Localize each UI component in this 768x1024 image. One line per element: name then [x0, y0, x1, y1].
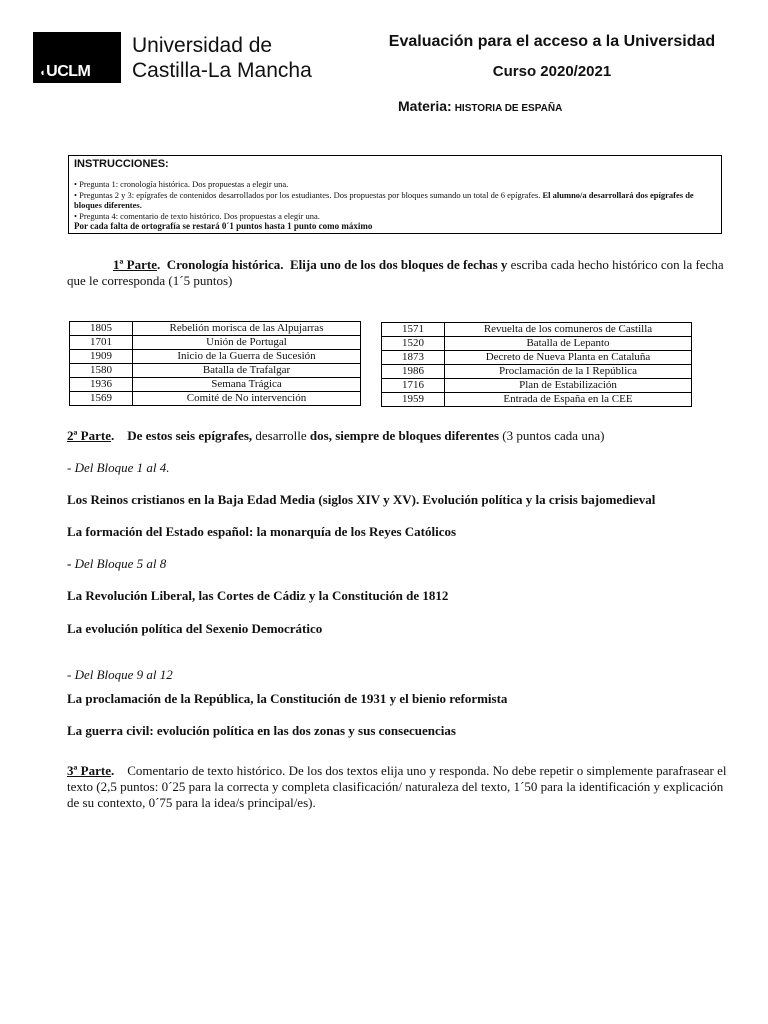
year-cell: 1580 [70, 364, 133, 378]
topic-6: La guerra civil: evolución política en las dos zonas y sus consecuencias [67, 723, 456, 738]
part1-title: Cronología histórica. [166, 257, 284, 272]
table-row [70, 322, 361, 336]
chronology-table-right [381, 322, 692, 407]
table-row [382, 379, 692, 393]
event-cell: Rebelión morisca de las Alpujarras [133, 322, 361, 336]
event-cell: Batalla de Trafalgar [133, 364, 361, 378]
logo-arc-icon: ◖ [39, 67, 46, 79]
uclm-logo [33, 32, 121, 83]
topic-2: La formación del Estado español: la monarquía de los Reyes Católicos [67, 524, 457, 539]
instruction-line-3: • Pregunta 4: comentario de texto histórico. Dos propuestas a elegir una. [74, 210, 320, 221]
part2-text-1: desarrolle [255, 428, 307, 443]
part2-bold-1: De estos seis epígrafes, [127, 428, 253, 443]
table-row [70, 392, 361, 406]
instructions-title: INSTRUCCIONES: [74, 158, 169, 170]
table-row [382, 351, 692, 365]
part1-label: 1ª Parte [113, 257, 157, 272]
course-year: Curso 2020/2021 [492, 63, 612, 80]
event-cell: Revuelta de los comuneros de Castilla [445, 323, 692, 337]
instruction-line-2-text: • Preguntas 2 y 3: epígrafes de contenidos desarrollados por los estudiantes. Dos propuestas por bloques sumando un total de 6 epígrafes. [74, 189, 541, 200]
part2-label: 2ª Parte [67, 428, 111, 443]
part2-paragraph: 2ª Parte. De estos seis epígrafes, desarrolle dos, siempre de bloques diferentes (3 puntos cada una) [67, 428, 605, 443]
part2-bold-2: dos, siempre de bloques diferentes [309, 428, 500, 443]
university-name [132, 33, 312, 83]
topic-4: La evolución política del Sexenio Democrático [67, 621, 323, 636]
table-row [70, 364, 361, 378]
block-range-1: - Del Bloque 1 al 4. [67, 460, 170, 475]
instruction-line-1: • Pregunta 1: cronología histórica. Dos propuestas a elegir una. [74, 179, 289, 189]
table-row [382, 323, 692, 337]
event-cell: Entrada de España en la CEE [445, 393, 692, 407]
chronology-table-left [69, 321, 361, 406]
event-cell: Semana Trágica [133, 378, 361, 392]
instruction-line-2 [74, 190, 716, 211]
topic-5: La proclamación de la República, la Constitución de 1931 y el bienio reformista [67, 691, 508, 706]
year-cell: 1569 [70, 392, 133, 406]
university-line-2: Castilla-La Mancha [132, 59, 312, 82]
university-line-1: Universidad de [132, 34, 273, 57]
block-range-2-text: Del Bloque 5 al 8 [74, 556, 167, 571]
year-cell: 1959 [382, 393, 445, 407]
part2-text-2: (3 puntos cada una) [502, 428, 605, 443]
table-row [382, 337, 692, 351]
part3-text: Comentario de texto histórico. De los dos textos elija uno y responda. No debe repetir o simplemente parafrasear el texto (2,5 puntos: 0´25 para la correcta y completa clasificación/ naturaleza del texto, 1´50 para la identificación y explicación de su contexto, 0´75 para la idea/s principal/es). [67, 763, 727, 810]
event-cell: Unión de Portugal [133, 336, 361, 350]
event-cell: Decreto de Nueva Planta en Cataluña [445, 351, 692, 365]
instructions-box [68, 155, 722, 234]
year-cell: 1701 [70, 336, 133, 350]
logo-text: UCLM [46, 63, 91, 80]
table-row [382, 393, 692, 407]
block-range-2-dash: - [67, 556, 72, 571]
table-row [70, 378, 361, 392]
subject [398, 98, 562, 114]
part1-instruction: escriba cada hecho histórico con la fecha que le corresponda (1´5 puntos) [67, 257, 724, 288]
event-cell: Batalla de Lepanto [445, 337, 692, 351]
event-cell: Proclamación de la I República [445, 365, 692, 379]
subject-value: HISTORIA DE ESPAÑA [454, 103, 563, 114]
part3-label: 3ª Parte [67, 763, 111, 778]
block-range-2 [67, 556, 166, 572]
year-cell: 1909 [70, 350, 133, 364]
event-cell: Comité de No intervención [133, 392, 361, 406]
table-row [70, 350, 361, 364]
event-cell: Inicio de la Guerra de Sucesión [133, 350, 361, 364]
year-cell: 1716 [382, 379, 445, 393]
exam-title: Evaluación para el acceso a la Universidad [388, 33, 716, 50]
year-cell: 1986 [382, 365, 445, 379]
table-row [382, 365, 692, 379]
part1-paragraph: 1ª Parte. Cronología histórica. Elija uno de los dos bloques de fechas y escriba cada hecho histórico con la fecha que le corresponda (1´5 puntos) [67, 257, 724, 288]
event-cell: Plan de Estabilización [445, 379, 692, 393]
block-range-3: - Del Bloque 9 al 12 [67, 667, 173, 682]
year-cell: 1936 [70, 378, 133, 392]
year-cell: 1873 [382, 351, 445, 365]
subject-label: Materia: [398, 98, 452, 114]
table-row [70, 336, 361, 350]
year-cell: 1571 [382, 323, 445, 337]
instruction-line-2-bold: El alumno/a desarrollará dos epígrafes de bloques diferentes. [74, 189, 694, 210]
topic-3: La Revolución Liberal, las Cortes de Cádiz y la Constitución de 1812 [67, 588, 449, 603]
instruction-spelling-rule: Por cada falta de ortografía se restará 0´1 puntos hasta 1 punto como máximo [74, 221, 373, 231]
topic-1: Los Reinos cristianos en la Baja Edad Media (siglos XIV y XV). Evolución política y la crisis bajomedieval [67, 492, 656, 507]
year-cell: 1805 [70, 322, 133, 336]
part3-paragraph: 3ª Parte. Comentario de texto histórico. De los dos textos elija uno y responda. No debe repetir o simplemente parafrasear el texto (2,5 puntos: 0´25 para la correcta y completa clasificación/ naturaleza del texto, 1´50 para la identificación y explicación de su contexto, 0´75 para la idea/s principal/es). [67, 763, 727, 810]
part1-instruction-bold: Elija uno de los dos bloques de fechas y [289, 257, 508, 272]
year-cell: 1520 [382, 337, 445, 351]
